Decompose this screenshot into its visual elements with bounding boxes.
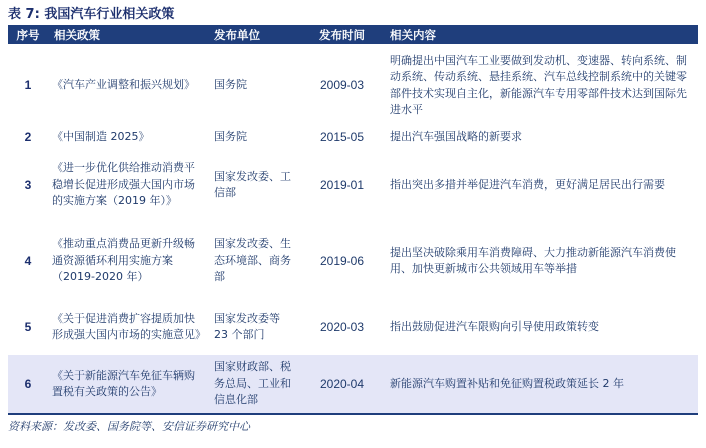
row-policy: 《中国制造 2025》 [52, 129, 150, 143]
row-content: 提出汽车强国战略的新要求 [390, 129, 522, 143]
column-header-org: 发布单位 [214, 27, 260, 42]
table-title [8, 5, 698, 25]
row-policy: 《关于促进消费扩容提质加快形成强大国内市场的实施意见》 [52, 311, 206, 341]
column-header-index: 序号 [16, 27, 40, 42]
row-index: 3 [24, 177, 32, 192]
row-date: 2009-03 [319, 78, 365, 93]
row-date: 2019-06 [319, 253, 365, 268]
table-label: 表 7: [8, 7, 40, 22]
table-title-text: 我国汽车行业相关政策 [44, 7, 175, 22]
policy-table [8, 25, 698, 415]
table-row [8, 223, 698, 299]
column-header-policy: 相关政策 [54, 27, 100, 42]
row-policy: 《推动重点消费品更新升级畅通资源循环利用实施方案（2019-2020 年） [52, 237, 195, 284]
row-org: 国务院 [214, 129, 247, 143]
row-index: 1 [24, 78, 32, 93]
table-row [8, 44, 698, 127]
row-org: 国务院 [214, 78, 247, 92]
row-date: 2015-05 [319, 129, 365, 144]
row-index: 5 [24, 319, 32, 334]
row-index: 6 [8, 355, 48, 414]
row-content: 指出突出多措并举促进汽车消费，更好满足居民出行需要 [390, 177, 665, 191]
row-date: 2020-03 [319, 319, 365, 334]
row-org: 国家发改委等 23 个部门 [214, 311, 280, 341]
row-org: 国家发改委、生态环境部、商务部 [214, 237, 291, 284]
column-header-date: 发布时间 [319, 27, 365, 42]
row-org: 国家财政部、税务总局、工业和信息化部 [208, 355, 300, 414]
table-row [8, 147, 698, 223]
row-policy: 《进一步优化供给推动消费平稳增长促进形成强大国内市场的实施方案（2019 年）》 [52, 161, 195, 208]
row-date: 2019-01 [319, 177, 365, 192]
row-content: 新能源汽车购置补贴和免征购置税政策延长 2 年 [384, 355, 698, 414]
row-content: 明确提出中国汽车工业要做到发动机、变速器、转向系统、制动系统、传动系统、悬挂系统、汽车总线控制系统中的关键零部件技术实现自主化，新能源汽车专用零部件技术达到国际先进水平 [390, 53, 687, 116]
table-row-highlighted [8, 355, 698, 414]
table-row [8, 299, 698, 355]
row-content: 提出坚决破除乘用车消费障碍、大力推动新能源汽车消费使用、加快更新城市公共领域用车等举措 [390, 245, 676, 275]
row-org: 国家发改委、工信部 [214, 169, 291, 199]
column-header-content: 相关内容 [390, 27, 436, 42]
row-policy: 《汽车产业调整和振兴规划》 [52, 78, 195, 92]
policy-table-figure [8, 5, 698, 434]
row-index: 4 [24, 253, 32, 268]
row-date: 2020-04 [300, 355, 384, 414]
source-note: 资料来源：发改委、国务院等、安信证券研究中心 [8, 420, 250, 433]
row-policy: 《关于新能源汽车免征车辆购置税有关政策的公告》 [48, 355, 208, 414]
row-index: 2 [24, 129, 32, 144]
row-content: 指出鼓励促进汽车限购向引导使用政策转变 [390, 319, 599, 333]
table-header-row [8, 25, 698, 44]
table-row [8, 127, 698, 147]
